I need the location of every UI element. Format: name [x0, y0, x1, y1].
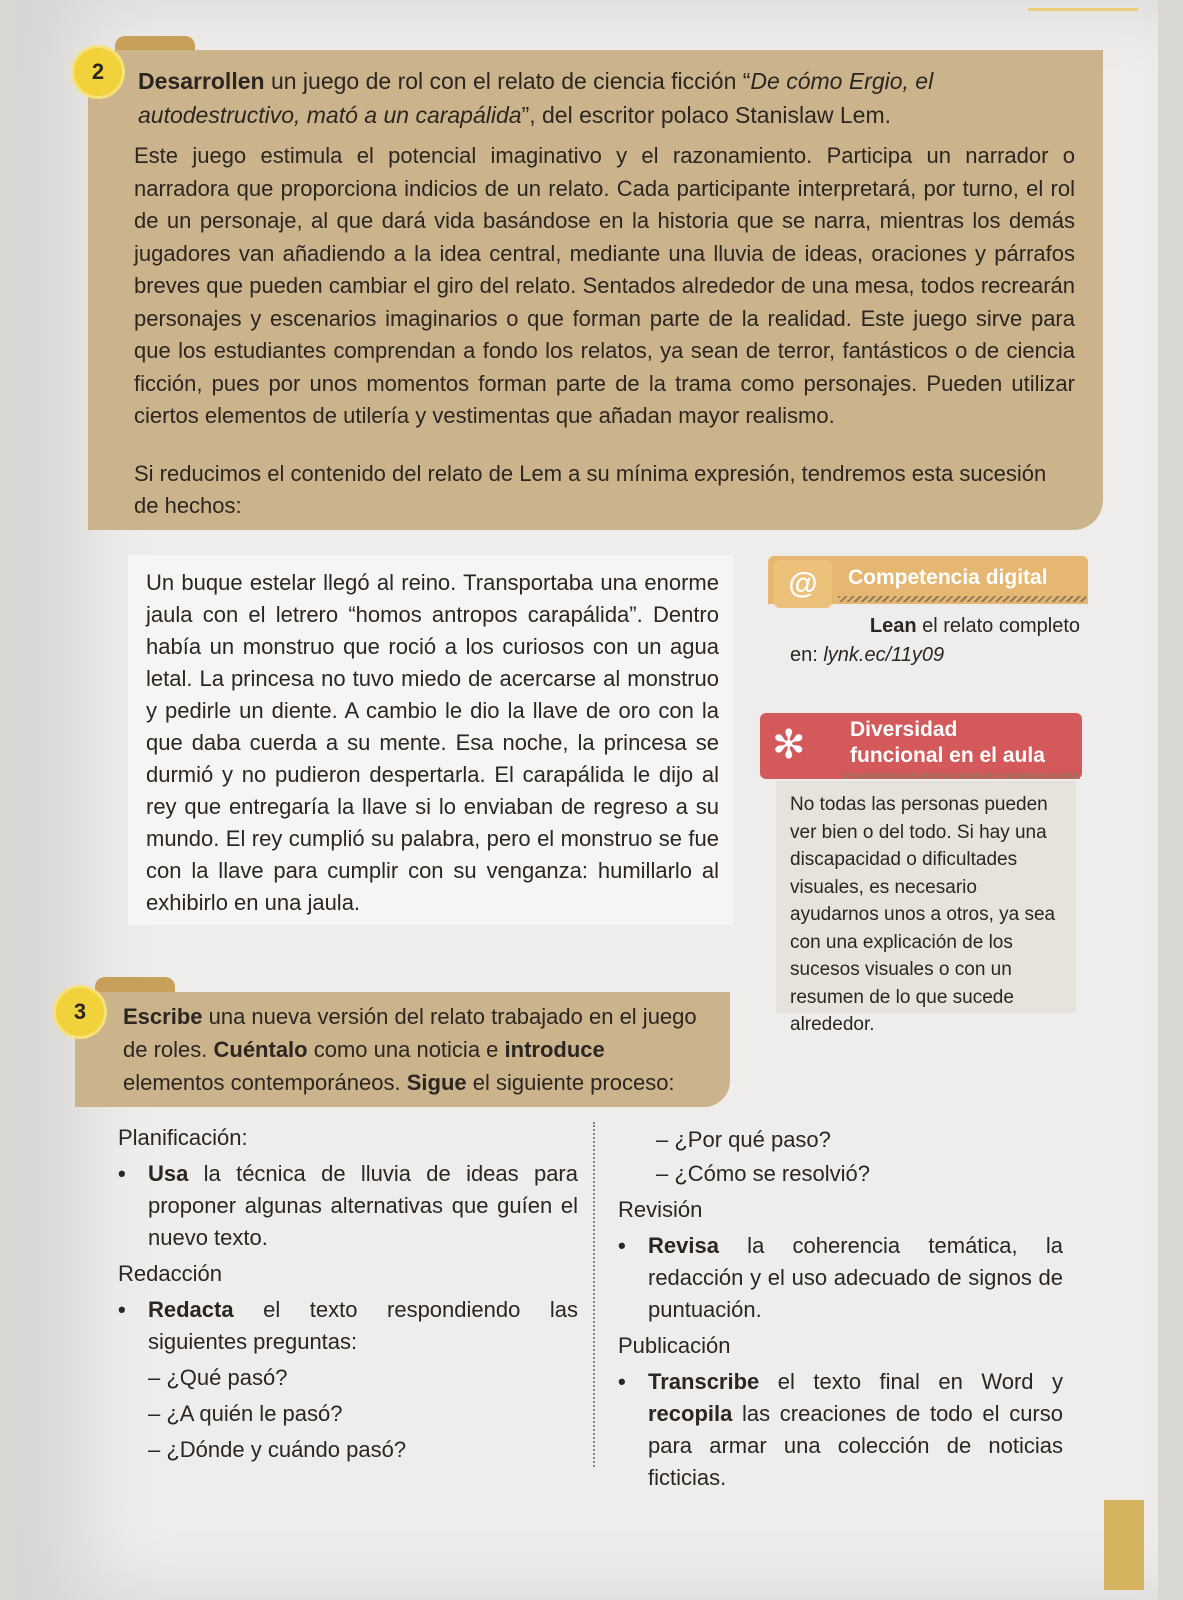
writing-process [118, 1122, 1068, 1490]
question-item: – ¿Dónde y cuándo pasó? [148, 1437, 407, 1462]
lean-verb: Lean [869, 615, 917, 637]
activity-2-body: Este juego estimula el potencial imaginativo y el razonamiento. Participa un narrador o narradora que proporciona indicios de un relato. Cada participante interpretará, por turno, el rol de un personaje, al que dará vida basándose en la historia que se narra, mientras los demás jugadores van añadiendo a la idea central, mediante una lluvia de ideas, oraciones y párrafos breves que pueden cambiar el giro del relato. Sentados alrededor de una mesa, todos recrearán personajes y escenarios imaginarios o que forman parte de la realidad. Este juego sirve para que los estudiantes comprendan a fondo los relatos, ya sean de terror, fantásticos o de ciencia ficción, pues por unos momentos forman parte de la trama como personajes. Pueden utilizar ciertos elementos de utilería y vestimentas que añadan mayor realismo. [134, 143, 1075, 428]
instruction-text: como una noticia e [307, 1037, 505, 1062]
lean-text: el relato completo [916, 615, 1080, 637]
top-rule [1028, 8, 1138, 11]
at-icon: @ [774, 560, 832, 608]
instruction-text: elementos contemporáneos. [123, 1070, 407, 1095]
section-title-publicacion: Publicación [618, 1333, 731, 1358]
competencia-digital-title: Competencia digital [848, 566, 1048, 589]
activity-3-instruction [123, 1000, 708, 1099]
instruction-end: ”, del escritor polaco Stanislaw Lem. [521, 102, 892, 128]
hatch-divider [838, 596, 1086, 602]
list-item [618, 1230, 1063, 1326]
bullet-icon: • [118, 1297, 126, 1322]
diversidad-funcional-title [850, 717, 1045, 769]
section-title-revision: Revisión [618, 1197, 703, 1222]
column-divider [593, 1122, 595, 1467]
title-line-2: funcional en el aula [850, 744, 1045, 767]
story-summary-box: Un buque estelar llegó al reino. Transportaba una enorme jaula con el letrero “homos antropos carapálida”. Dentro había un monstruo que roció a los curiosos con un agua letal. La princesa no tuvo miedo de acercarse al monstruo y pedirle un diente. A cambio le dio la llave de oro con la que daba cuerda a su mente. Esa noche, la princesa se durmió y no pudieron despertarla. El carapálida le dijo al rey que entregaría la llave si lo enviaban de regreso a su mundo. El rey cumplió su palabra, pero el monstruo se fue con la llave para cumplir con su venganza: humillarlo al exhibirlo en una jaula. [128, 555, 733, 925]
process-left-column [118, 1122, 578, 1466]
activity-2-number: 2 [74, 48, 122, 96]
question-item: – ¿Qué pasó? [148, 1365, 288, 1390]
story-link[interactable]: lynk.ec/11y09 [823, 644, 945, 666]
bullet-icon: • [618, 1233, 626, 1258]
activity-3-number: 3 [56, 988, 104, 1036]
bullet-icon: • [118, 1161, 126, 1186]
competencia-digital-text [790, 612, 1080, 670]
process-right-column [618, 1122, 1063, 1494]
competencia-digital-box [768, 556, 1088, 676]
page-edge-strip [1104, 1500, 1144, 1590]
instruction-verb: Desarrollen [138, 68, 265, 94]
section-title-redaccion: Redacción [118, 1261, 222, 1286]
list-item [118, 1294, 578, 1358]
hatch-divider [842, 773, 1080, 779]
verb-usa: Usa [148, 1161, 189, 1186]
verb-cuentalo: Cuéntalo [213, 1037, 308, 1062]
activity-2-instruction [138, 64, 1083, 132]
activity-3-panel [75, 992, 730, 1107]
verb-redacta: Redacta [148, 1297, 234, 1322]
verb-revisa: Revisa [648, 1233, 719, 1258]
item-text: la técnica de lluvia de ideas para proponer algunas alternativas que guíen el nuevo texto. [148, 1161, 578, 1250]
diversidad-funcional-box [760, 713, 1082, 1035]
verb-recopila: recopila [648, 1401, 733, 1426]
question-item: – ¿Cómo se resolvió? [656, 1161, 870, 1186]
title-line-1: Diversidad [850, 718, 958, 741]
question-item: – ¿Por qué paso? [656, 1127, 831, 1152]
instruction-text: una nueva versión del relato trabajado en el juego de roles. [123, 1004, 697, 1062]
link-prefix: en: [790, 644, 824, 666]
verb-escribe: Escribe [123, 1004, 203, 1029]
question-item: – ¿A quién le pasó? [148, 1401, 343, 1426]
instruction-text: un juego de rol con el relato de ciencia ficción “ [264, 68, 751, 94]
activity-2-panel [88, 50, 1103, 530]
flower-icon: ✻ [772, 723, 806, 767]
list-item [618, 1366, 1063, 1494]
bullet-icon: • [618, 1369, 626, 1394]
verb-transcribe: Transcribe [648, 1369, 760, 1394]
verb-introduce: introduce [504, 1037, 605, 1062]
item-text: el texto respondiendo las siguientes preguntas: [148, 1297, 578, 1354]
diversidad-funcional-text: No todas las personas pueden ver bien o del todo. Si hay una discapacidad o dificultades visuales, es necesario ayudarnos unos a otros, ya sea con una explicación de los sucesos visuales o con un resumen de lo que sucede alrededor. [776, 781, 1076, 1013]
item-text: la coherencia temática, la redacción y el uso adecuado de signos de puntuación. [648, 1233, 1063, 1322]
verb-sigue: Sigue [406, 1070, 467, 1095]
instruction-text: el siguiente proceso: [466, 1070, 675, 1095]
list-item [118, 1158, 578, 1254]
activity-2-summary: Si reducimos el contenido del relato de Lem a su mínima expresión, tendremos esta sucesión de hechos: [134, 461, 1047, 518]
item-text: las creaciones de todo el curso para armar una colección de noticias ficticias. [648, 1401, 1063, 1490]
section-title-planificacion: Planificación: [118, 1125, 248, 1150]
item-text: el texto final en Word y [759, 1369, 1063, 1394]
story-title: De cómo Ergio, el autodestructivo, mató a un carapálida [138, 68, 934, 128]
